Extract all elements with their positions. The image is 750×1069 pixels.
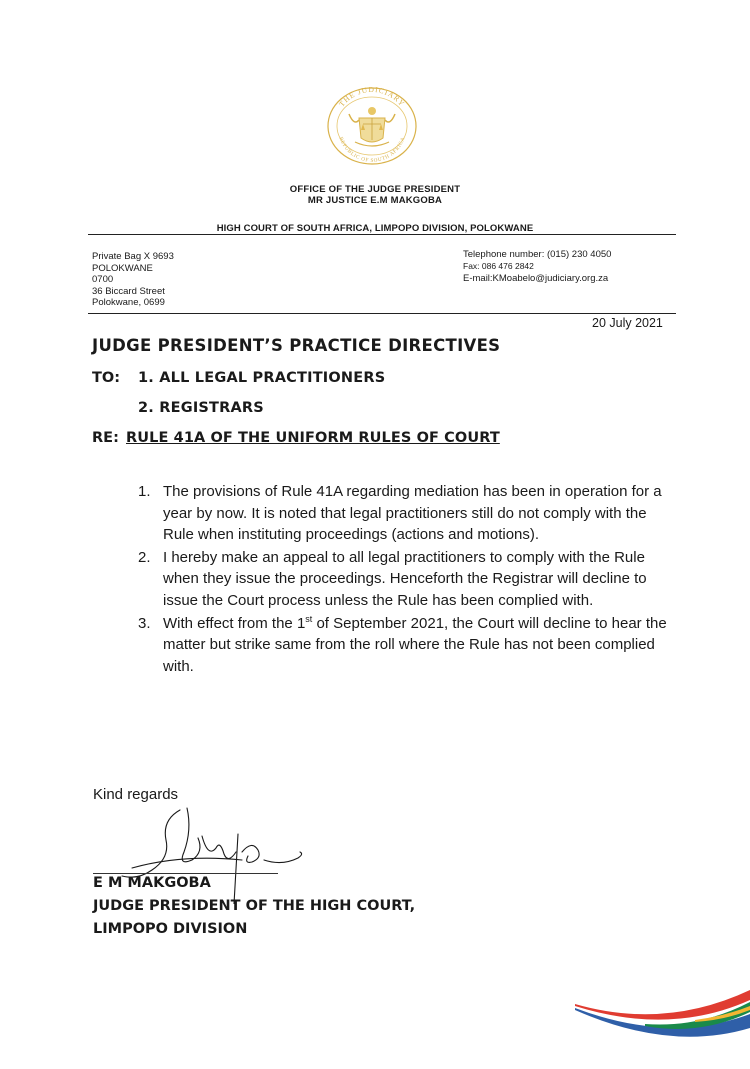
address-line: POLOKWANE (92, 262, 153, 274)
seal-bottom-text: REPUBLIC OF SOUTH AFRICA (337, 136, 407, 164)
postal-address (92, 251, 174, 309)
signatory-division: LIMPOPO DIVISION (93, 921, 248, 937)
directive-text: The provisions of Rule 41A regarding mediation has been in operation for a year by now. It is noted that legal practitioners still do not comply with the Rule when instituting proceedings (actions and motions). (163, 483, 662, 544)
directive-item (138, 613, 678, 678)
to-label: TO: (92, 370, 121, 386)
directive-text (163, 613, 678, 678)
flag-swoosh-decoration (575, 988, 750, 1048)
signatory-position: JUDGE PRESIDENT OF THE HIGH COURT, (93, 898, 416, 914)
telephone: Telephone number: (015) 230 4050 (463, 249, 612, 260)
office-heading (0, 184, 750, 206)
court-heading: HIGH COURT OF SOUTH AFRICA, LIMPOPO DIVISION, POLOKWANE (216, 223, 534, 234)
directive-text: I hereby make an appeal to all legal practitioners to comply with the Rule when they issue the proceedings. Henceforth the Registrar will decline to issue the Court process unless the Rule has been complied with. (163, 548, 647, 609)
ordinal-suffix: st (305, 613, 313, 624)
directive-number: 3. (138, 614, 151, 632)
closing-salutation: Kind regards (93, 786, 179, 803)
seal-top-text: THE JUDICIARY (337, 84, 407, 109)
directive-text-start: With effect from the 1 (163, 614, 306, 632)
directives-list (138, 481, 678, 678)
directive-number: 1. (138, 483, 151, 500)
address-line: 36 Biccard Street (92, 285, 165, 297)
address-line: Private Bag X 9693 (92, 251, 174, 262)
email: E-mail:KMoabelo@judiciary.org.za (463, 272, 609, 284)
signatory-name: E M MAKGOBA (93, 875, 211, 891)
directive-number: 2. (138, 548, 151, 566)
directive-item (138, 547, 678, 612)
contact-details (463, 249, 611, 284)
address-line: Polokwane, 0699 (92, 297, 165, 308)
recipient-item: 2. REGISTRARS (138, 400, 264, 416)
directive-item (138, 481, 678, 546)
judiciary-seal-logo (319, 84, 425, 166)
letter-date: 20 July 2021 (592, 316, 663, 330)
header-divider (88, 234, 676, 235)
judge-president-name: MR JUSTICE E.M MAKGOBA (307, 195, 443, 206)
subject-line: RULE 41A OF THE UNIFORM RULES OF COURT (126, 430, 500, 446)
signature-line (93, 873, 278, 874)
document-title: JUDGE PRESIDENT’S PRACTICE DIRECTIVES (92, 336, 501, 355)
recipient-item: 1. ALL LEGAL PRACTITIONERS (138, 370, 386, 386)
address-divider (88, 313, 676, 314)
address-line: 0700 (92, 274, 114, 285)
office-title: OFFICE OF THE JUDGE PRESIDENT (289, 184, 461, 195)
re-label: RE: (92, 430, 119, 446)
fax: Fax: 086 476 2842 (463, 260, 534, 271)
directive-text-end: of September 2021, the Court will decline to hear the matter but strike same from the roll where the Rule has not been complied with. (163, 614, 667, 675)
